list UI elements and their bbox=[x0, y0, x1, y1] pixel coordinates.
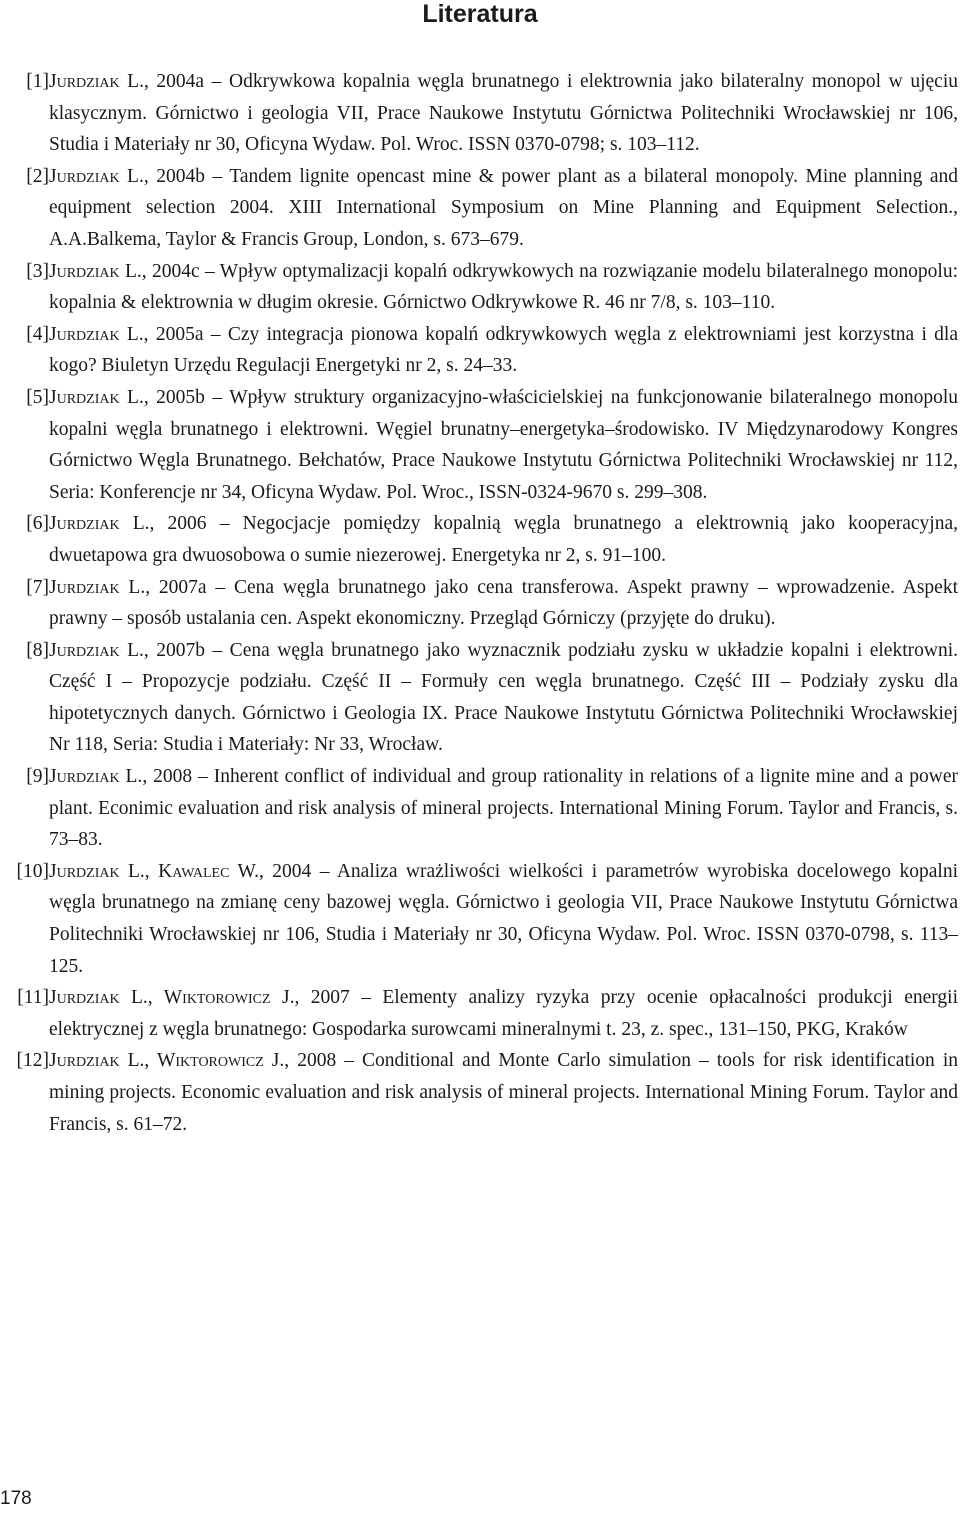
reference-number: [9] bbox=[26, 766, 49, 788]
reference-text bbox=[49, 982, 958, 1045]
reference-authors: Jurdziak L. bbox=[49, 323, 144, 345]
reference-authors: Jurdziak L. bbox=[49, 260, 142, 282]
reference-details: , 2007a – Cena węgla brunatnego jako cena transferowa. Aspekt prawny – wprowadzenie. Aspekt prawny – sposób ustalania cen. Aspekt ekonomiczny. Przegląd Górniczy (przyjęte do druku). bbox=[49, 576, 958, 630]
reference-item bbox=[0, 66, 958, 161]
reference-number: [6] bbox=[26, 513, 49, 535]
reference-item bbox=[0, 982, 958, 1045]
reference-item bbox=[0, 161, 958, 256]
reference-text bbox=[49, 256, 958, 319]
reference-authors: Jurdziak L. bbox=[49, 576, 146, 598]
reference-text bbox=[49, 382, 958, 508]
reference-item bbox=[0, 319, 958, 382]
reference-item bbox=[0, 572, 958, 635]
reference-number: [12] bbox=[16, 1050, 49, 1072]
reference-authors: Jurdziak L. bbox=[49, 71, 144, 92]
reference-details: , 2004c – Wpływ optymalizacji kopalń odkrywkowych na rozwiązanie modelu bilateralnego monopolu: kopalnia & elektrownia w długim okresie. Górnictwo Odkrywkowe R. 46 nr 7/8, s. 103–110. bbox=[49, 260, 959, 314]
reference-authors: Jurdziak L. bbox=[49, 766, 143, 788]
reference-item bbox=[0, 761, 958, 856]
reference-item bbox=[0, 856, 958, 982]
reference-details: , 2006 – Negocjacje pomiędzy kopalnią węgla brunatnego a elektrownią jako kooperacyjna, dwuetapowa gra dwuosobowa o sumie niezerowej. Energetyka nr 2, s. 91–100. bbox=[49, 513, 958, 566]
reference-number: [1] bbox=[26, 71, 49, 92]
reference-authors: Jurdziak L. bbox=[49, 386, 144, 408]
reference-authors: Jurdziak L., Kawalec W. bbox=[49, 860, 259, 882]
reference-text bbox=[49, 856, 958, 982]
reference-number: [11] bbox=[17, 987, 49, 1009]
reference-details: , 2007 – Elementy analizy ryzyka przy ocenie opłacalności produkcji energii elektrycznej z węgla brunatnego: Gospodarka surowcami mineralnymi t. 23, z. spec., 131–150, PKG, Kraków bbox=[49, 987, 958, 1040]
reference-item bbox=[0, 635, 958, 761]
reference-number: [3] bbox=[26, 260, 49, 282]
page-title: Literatura bbox=[422, 0, 538, 28]
reference-details: , 2007b – Cena węgla brunatnego jako wyznacznik podziału zysku w układzie kopalni i elektrowni. Część I – Propozycje podziału. Część II – Formuły cen węgla brunatnego. Część III – Podziały zysku dla hipotetycznych danych. Górnictwo i Geologia IX. Prace Naukowe Instytutu Górnictwa Politechniki Wrocławskiej Nr 118, Seria: Studia i Materiały: Nr 33, Wrocław. bbox=[49, 639, 958, 756]
reference-item bbox=[0, 256, 958, 319]
reference-authors: Jurdziak L. bbox=[49, 513, 150, 535]
reference-number: [5] bbox=[26, 386, 49, 408]
reference-details: , 2005b – Wpływ struktury organizacyjno-właścicielskiej na funkcjonowanie bilateralnego monopolu kopalni węgla brunatnego i elektrowni. Węgiel brunatny–energetyka–środowisko. IV Międzynarodowy Kongres Górnictwo Węgla Brunatnego. Bełchatów, Prace Naukowe Instytutu Górnictwa Politechniki Wrocławskiej nr 112, Seria: Konferencje nr 34, Oficyna Wydaw. Pol. Wroc., ISSN-0324-9670 s. 299–308. bbox=[49, 386, 959, 503]
reference-text bbox=[49, 572, 958, 635]
reference-details: , 2004a – Odkrywkowa kopalnia węgla brunatnego i elektrownia jako bilateralny monopol w ujęciu klasycznym. Górnictwo i geologia VII, Prace Naukowe Instytutu Górnictwa Politechniki Wrocławskiej nr 106, Studia i Materiały nr 30, Oficyna Wydaw. Pol. Wroc. ISSN 0370-0798; s. 103–112. bbox=[49, 71, 958, 156]
reference-item bbox=[0, 382, 958, 508]
reference-authors: Jurdziak L., Wiktorowicz J. bbox=[49, 987, 295, 1009]
reference-authors: Jurdziak L. bbox=[49, 165, 144, 187]
reference-number: [2] bbox=[26, 165, 49, 187]
reference-authors: Jurdziak L. bbox=[49, 639, 144, 661]
reference-details: , 2005a – Czy integracja pionowa kopalń odkrywkowych węgla z elektrowniami jest korzystna i dla kogo? Biuletyn Urzędu Regulacji Energetyki nr 2, s. 24–33. bbox=[49, 323, 958, 377]
reference-number: [10] bbox=[16, 860, 49, 882]
reference-list bbox=[0, 66, 958, 1140]
reference-item bbox=[0, 508, 958, 571]
reference-text bbox=[49, 1045, 958, 1140]
reference-details: , 2008 – Conditional and Monte Carlo simulation – tools for risk identification in mining projects. Economic evaluation and risk analysis of mineral projects. International Mining Forum. Taylor and Francis, s. 61–72. bbox=[49, 1050, 958, 1135]
reference-details: , 2004 – Analiza wrażliwości wielkości i parametrów wyrobiska docelowego kopalni węgla brunatnego na zmianę ceny bazowej węgla. Górnictwo i geologia VII, Prace Naukowe Instytutu Górnictwa Politechniki Wrocławskiej nr 106, Studia i Materiały nr 30, Oficyna Wydaw. Pol. Wroc. ISSN 0370-0798, s. 113–125. bbox=[49, 860, 958, 977]
reference-number: [4] bbox=[26, 323, 49, 345]
reference-text bbox=[49, 508, 958, 571]
reference-text bbox=[49, 761, 958, 856]
reference-text bbox=[49, 319, 958, 382]
reference-text bbox=[49, 161, 958, 256]
reference-authors: Jurdziak L., Wiktorowicz J. bbox=[49, 1050, 285, 1072]
reference-text bbox=[49, 635, 958, 761]
page-number: 178 bbox=[0, 1488, 32, 1509]
reference-text bbox=[49, 66, 958, 161]
reference-details: , 2008 – Inherent conflict of individual and group rationality in relations of a lignite mine and a power plant. Econimic evaluation and risk analysis of mineral projects. International Mining Forum. Taylor and Francis, s. 73–83. bbox=[49, 766, 958, 851]
reference-details: , 2004b – Tandem lignite opencast mine & power plant as a bilateral monopoly. Mine planning and equipment selection 2004. XIII International Symposium on Mine Planning and Equipment Selection., A.A.Balkema, Taylor & Francis Group, London, s. 673–679. bbox=[49, 165, 958, 250]
reference-number: [7] bbox=[26, 576, 49, 598]
reference-number: [8] bbox=[26, 639, 49, 661]
reference-item bbox=[0, 1045, 958, 1140]
